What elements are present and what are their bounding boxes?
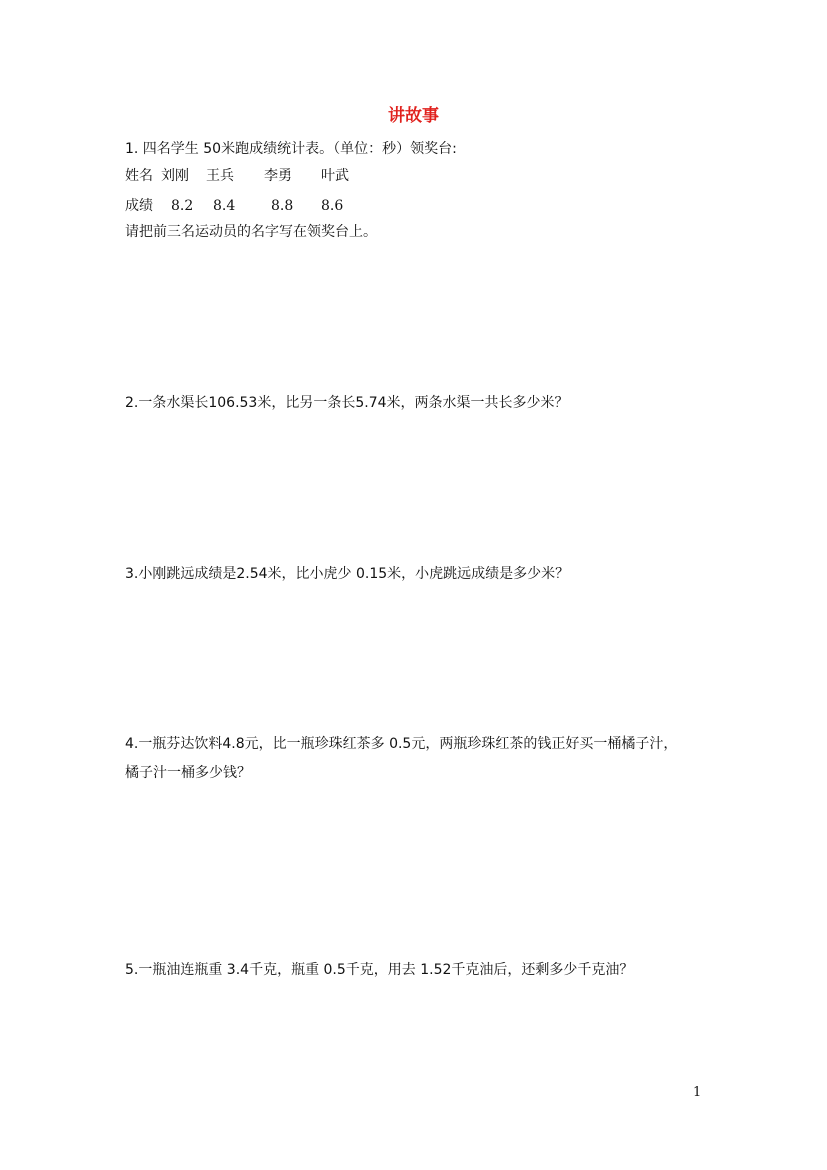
question-3: 3.小刚跳远成绩是2.54米，比小虎少 0.15米，小虎跳远成绩是多少米？	[125, 566, 570, 582]
score-header: 成绩	[125, 198, 153, 214]
student-name-4: 叶武	[321, 168, 349, 184]
student-name-1: 刘刚	[161, 168, 189, 184]
page-number: 1	[693, 1085, 702, 1100]
score-3: 8.8	[271, 198, 294, 214]
name-header: 姓名	[125, 168, 153, 184]
worksheet-title: 讲故事	[388, 106, 439, 126]
student-name-3: 李勇	[264, 168, 292, 184]
student-name-2: 王兵	[206, 168, 234, 184]
score-2: 8.4	[213, 198, 236, 214]
score-1: 8.2	[171, 198, 194, 214]
question-4-line-1: 4.一瓶芬达饮料4.8元，比一瓶珍珠红茶多 0.5元，两瓶珍珠红茶的钱正好买一桶橘子汁，	[125, 736, 678, 752]
question-2: 2.一条水渠长106.53米，比另一条长5.74米，两条水渠一共长多少米？	[125, 395, 569, 411]
question-4-line-2: 橘子汁一桶多少钱？	[125, 765, 251, 781]
score-4: 8.6	[321, 198, 344, 214]
question-5: 5.一瓶油连瓶重 3.4千克，瓶重 0.5千克，用去 1.52千克油后，还剩多少千克油？	[125, 962, 634, 978]
question-1-instruction: 请把前三名运动员的名字写在领奖台上。	[125, 224, 377, 240]
question-1-intro: 1. 四名学生 50米跑成绩统计表。（单位：秒）领奖台:	[125, 141, 457, 157]
